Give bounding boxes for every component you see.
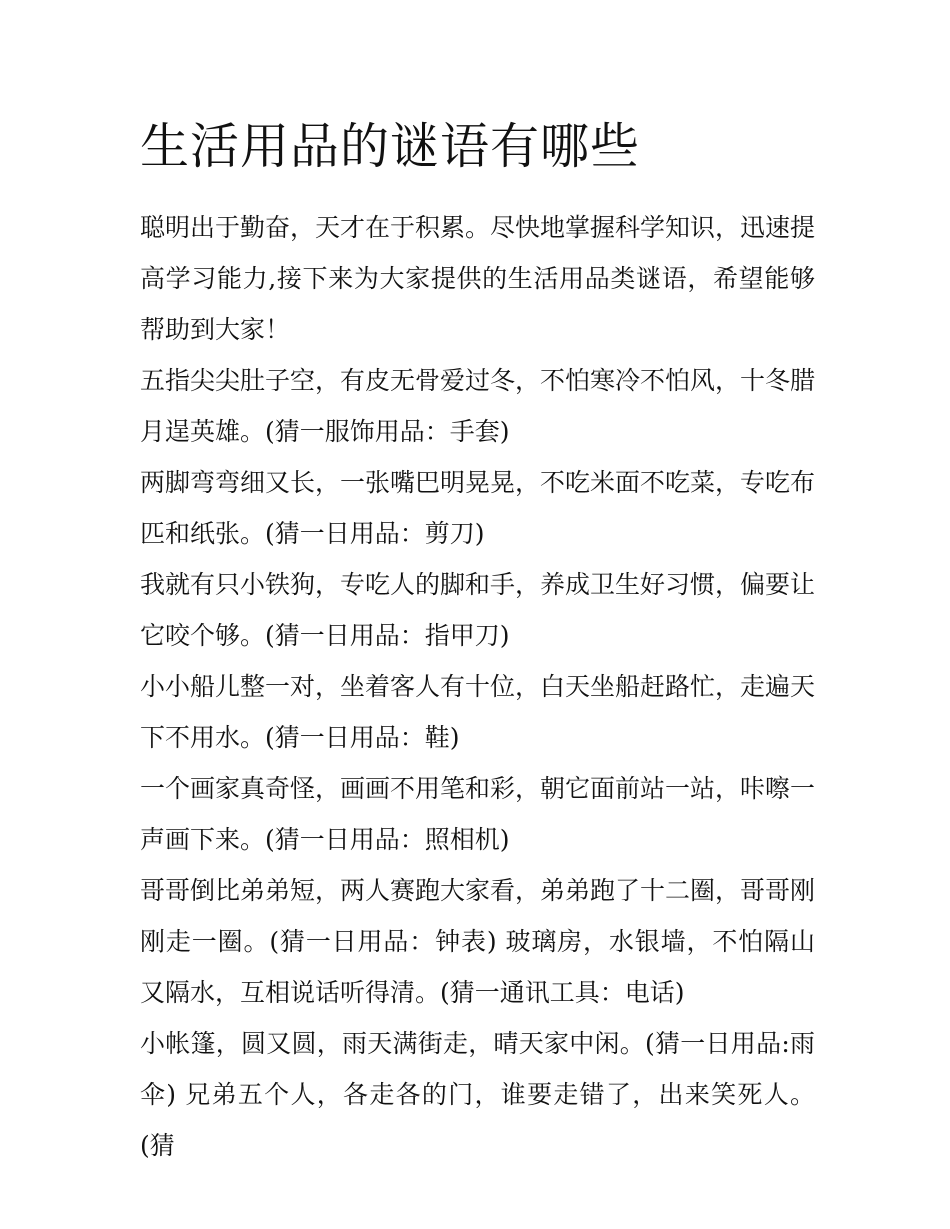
intro-paragraph: 聪明出于勤奋，天才在于积累。尽快地掌握科学知识，迅速提高学习能力,接下来为大家提供的生活用品类谜语，希望能够帮助到大家！ [140,213,816,344]
riddle-paragraph: 哥哥倒比弟弟短，两人赛跑大家看，弟弟跑了十二圈，哥哥刚刚走一圈。(猜一日用品：钟表) 玻璃房，水银墙，不怕隔山又隔水，互相说话听得清。(猜一通讯工具：电话) [140,876,816,1007]
page-title: 生活用品的谜语有哪些 [140,118,641,175]
riddle-paragraph: 一个画家真奇怪，画画不用笔和彩，朝它面前站一站，咔嚓一声画下来。(猜一日用品：照相机) [140,774,816,854]
riddle-paragraph: 小小船儿整一对，坐着客人有十位，白天坐船赶路忙，走遍天下不用水。(猜一日用品：鞋) [140,672,816,752]
riddle-paragraph: 五指尖尖肚子空，有皮无骨爱过冬，不怕寒冷不怕风，十冬腊月逞英雄。(猜一服饰用品：手套) [140,366,816,446]
riddle-paragraph: 我就有只小铁狗，专吃人的脚和手，养成卫生好习惯，偏要让它咬个够。(猜一日用品：指甲刀) [140,570,816,650]
riddle-paragraph: 小帐篷，圆又圆，雨天满街走，晴天家中闲。(猜一日用品:雨伞) 兄弟五个人，各走各的门，谁要走错了，出来笑死人。(猜 [140,1029,815,1160]
riddle-paragraph: 两脚弯弯细又长，一张嘴巴明晃晃，不吃米面不吃菜，专吃布匹和纸张。(猜一日用品：剪刀) [140,468,816,548]
document-page [140,112,815,1171]
